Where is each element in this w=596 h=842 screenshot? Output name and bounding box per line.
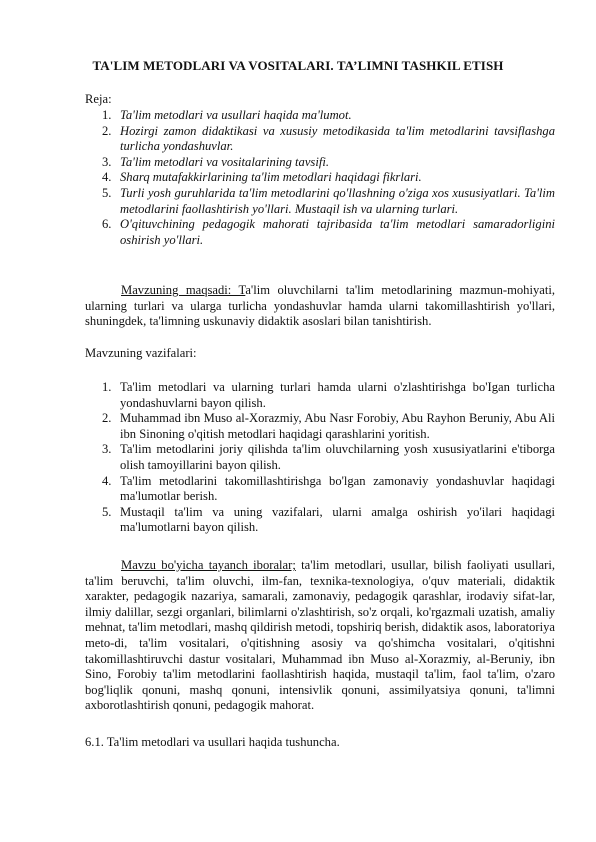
- plan-item: [85, 124, 555, 155]
- goal-label: Mavzuning maqsadi: T: [121, 283, 246, 297]
- goal-text: a'lim oluvchilarni ta'lim metodlarining mazmun-mohiyati, ularning turlari va ularga turlicha yondashuvlar hamda ularni takomillashtirish yo'llari, shuningdek, ta'limning uskunaviy didaktik asoslari bilan tanishtirish.: [85, 283, 555, 329]
- plan-item: [85, 108, 555, 124]
- task-item-text: Ta'lim metodlari va ularning turlari hamda ularni o'zlashtirishga bo'Igan turlicha yondashuvlarni bayon qilish.: [120, 380, 555, 410]
- task-item: [85, 380, 555, 411]
- section-heading: 6.1. Ta'lim metodlari va usullari haqida tushuncha.: [85, 735, 340, 749]
- task-item: [85, 505, 555, 536]
- plan-label: Reja:: [85, 92, 112, 106]
- plan-item: [85, 186, 555, 217]
- task-item-text: Ta'lim metodlarini takomillashtirishga bo'lgan zamonaviy yondashuvlar haqidagi ma'lumotlar berish.: [120, 473, 555, 504]
- task-item: [85, 474, 555, 505]
- task-item-number: 4.: [102, 473, 112, 488]
- plan-list: [85, 108, 555, 248]
- tasks-list: [85, 380, 555, 536]
- plan-item-text: Hozirgi zamon didaktikasi va xususiy metodikasida ta'lim metodlarini tavsiflashga turlicha yondashuvlar.: [120, 123, 555, 154]
- plan-item-number: 4.: [102, 170, 112, 185]
- task-item-text: Muhammad ibn Muso al-Xorazmiy, Abu Nasr Forobiy, Abu Rayhon Beruniy, Abu Ali ibn Sinoning o'qitish metodlari haqidagi qarashlarini yoritish.: [120, 411, 555, 441]
- task-item: [85, 442, 555, 473]
- task-item-number: 2.: [102, 411, 112, 426]
- plan-item-text: Ta'lim metodlari va vositalarining tavsifi.: [120, 154, 329, 169]
- tasks-label: Mavzuning vazifalari:: [85, 346, 197, 360]
- plan-item: [85, 155, 555, 171]
- task-item: [85, 411, 555, 442]
- plan-item: [85, 170, 555, 186]
- task-item-text: Mustaqil ta'lim va uning vazifalari, ularni amalga oshirish yo'ilari haqidagi ma'lumotlarni bayon qilish.: [120, 504, 555, 535]
- plan-item-text: Turli yosh guruhlarida ta'lim metodlarini qo'llashning o'ziga xos xususiyatlari. Ta'lim metodlarini faollashtirish yo'llari. Mustaqil ish va ularning turlari.: [120, 185, 555, 216]
- plan-item-number: 3.: [102, 154, 112, 169]
- keywords-text: ta'lim metodlari, usullar, bilish faoliyati usullari, ta'lim beruvchi, ta'lim oluvchi, ilm-fan, texnika-texnologiya, o'quv materiali, didaktik xarakter, pedagogik nazariya, samarali, zamonaviy, pedagogik qarashlar, irodaviy sifat-lar, ilmiy dalillar, sezgi organlari, bilimlarni o'zlashtirish, so'z orqali, ko'rgazmali uzatish, amaliy mehnat, ta'lim metodlari, mashq qildirish metodi, topshiriq berish, didaktik asos, laboratoriya meto-di, ta'lim vositalari, o'qitishning asosiy va qo'shimcha vositalari, o'qitishni takomillashtiruvchi dastur vositalari, Muhammad ibn Muso al-Xorazmiy, al-Beruniy, ibn Sino, Forobiy ta'lim metodlarini faollashtirish haqida, mustaqil ta'lim, faol ta'lim, o'zaro bog'liqlik qonuni, mashq qonuni, intensivlik qonuni, assimilyatsiya qonuni, ta'limni axborotlashtirish qonuni, pedagogik mahorat.: [85, 558, 555, 713]
- keywords-label: Mavzu bo'yicha tayanch iboralar;: [121, 558, 296, 572]
- plan-item-number: 5.: [102, 185, 112, 200]
- plan-item-text: Sharq mutafakkirlarining ta'lim metodlari haqidagi fikrlari.: [120, 170, 422, 185]
- keywords-paragraph: [85, 558, 555, 714]
- plan-item-number: 2.: [102, 123, 112, 138]
- task-item-number: 3.: [102, 442, 112, 457]
- plan-item-text: Ta'lim metodlari va usullari haqida ma'lumot.: [120, 108, 352, 122]
- goal-paragraph: [85, 283, 555, 330]
- plan-item-text: O'qituvchining pedagogik mahorati tajribasida ta'lim metodlari samaradorligini oshirish yo'llari.: [120, 217, 555, 247]
- plan-item-number: 6.: [102, 217, 112, 232]
- plan-item-number: 1.: [102, 108, 112, 122]
- task-item-number: 5.: [102, 504, 112, 519]
- task-item-text: Ta'lim metodlarini joriy qilishda ta'lim oluvchilarning yosh xususiyatlarini e'tiborga olish tamoyillarini bayon qilish.: [120, 442, 555, 472]
- plan-item: [85, 217, 555, 248]
- page-title: TA'LIM METODLARI VA VOSITALARI. TA’LIMNI TASHKIL ETISH: [92, 58, 504, 73]
- task-item-number: 1.: [102, 380, 112, 394]
